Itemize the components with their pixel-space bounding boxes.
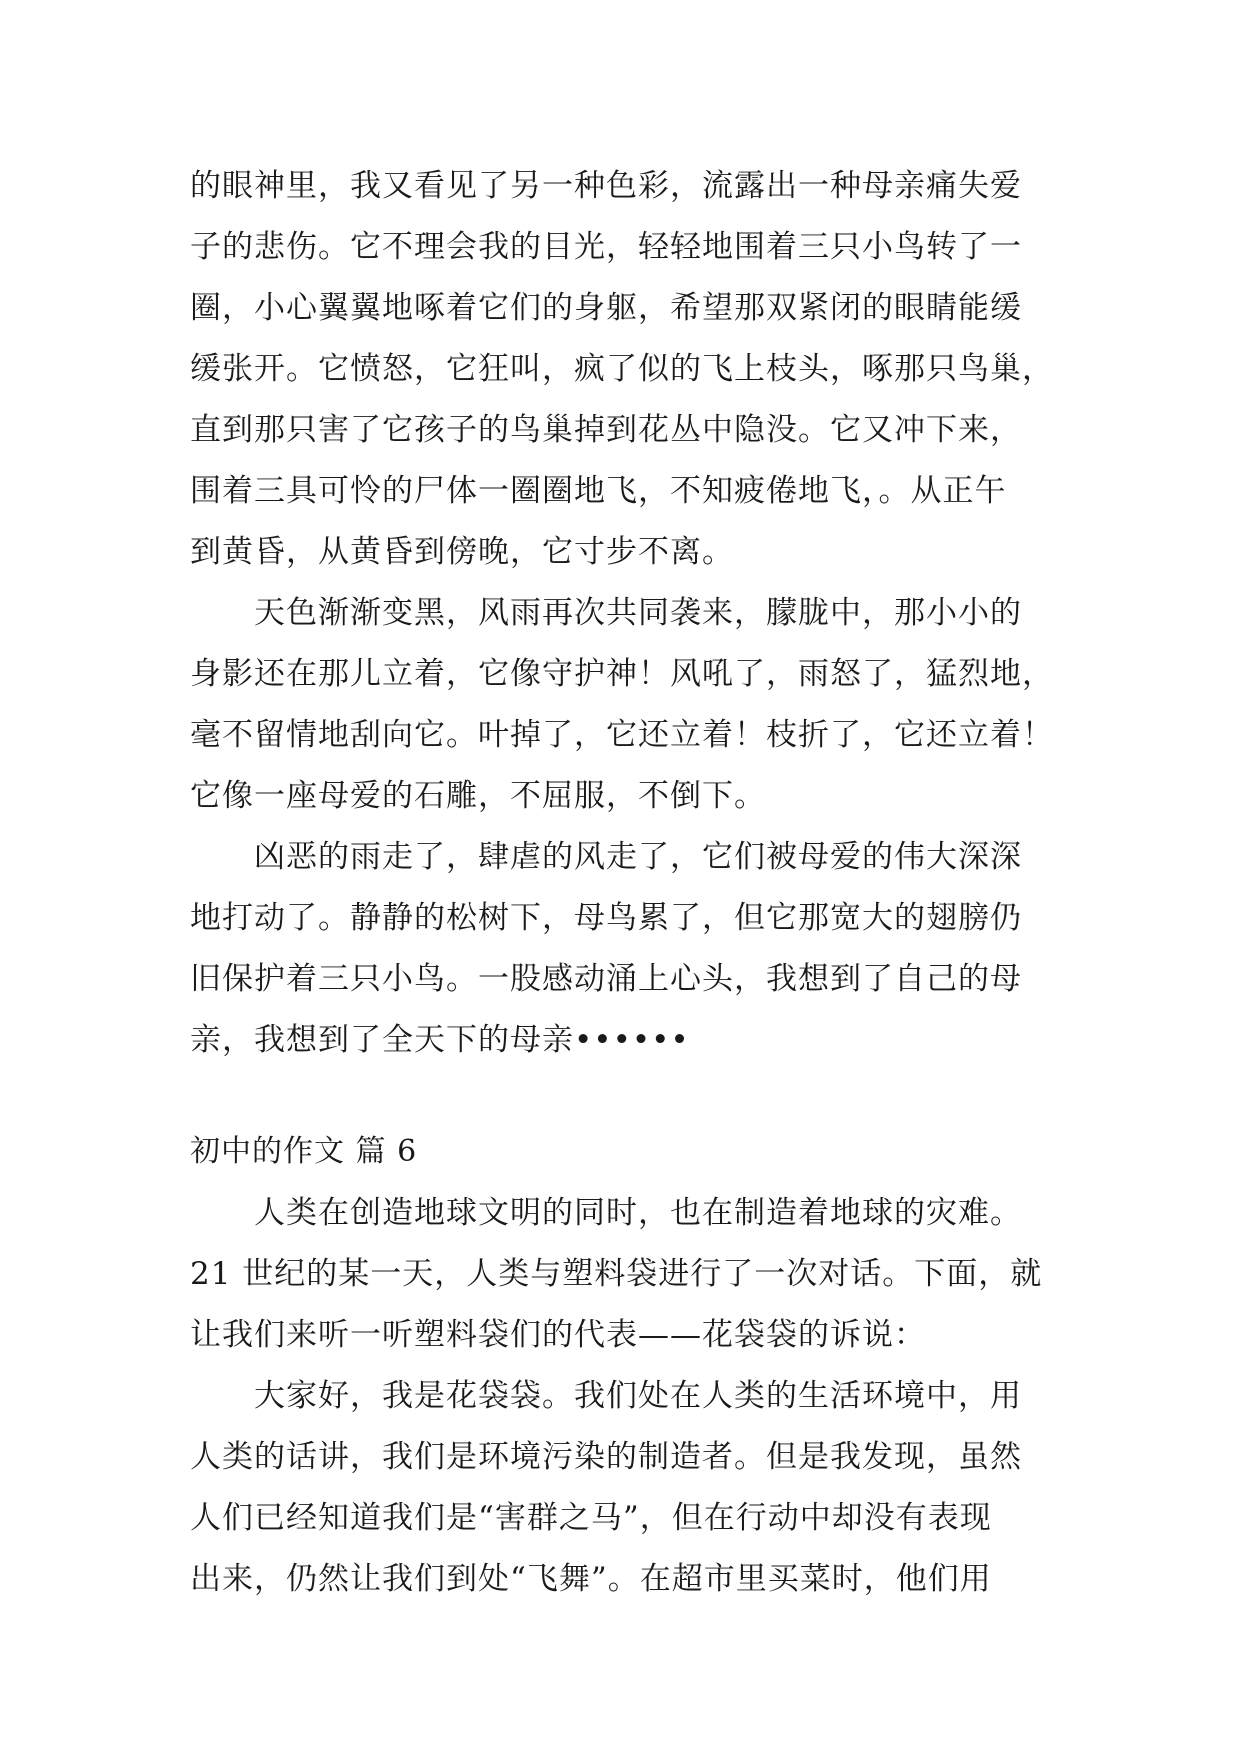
paragraph-line: 的眼神里，我又看见了另一种色彩，流露出一种母亲痛失爱 — [190, 168, 1022, 204]
paragraph-line: 天色渐渐变黑，风雨再次共同袭来，朦胧中，那小小的 — [190, 595, 1022, 631]
paragraph-line: 人类在创造地球文明的同时，也在制造着地球的灾难。 — [190, 1195, 1022, 1231]
paragraph-line: 圈，小心翼翼地啄着它们的身躯，希望那双紧闭的眼睛能缓 — [190, 290, 1022, 326]
paragraph-line: 21 世纪的某一天，人类与塑料袋进行了一次对话。下面，就 — [190, 1256, 1043, 1292]
paragraph-line: 人类的话讲，我们是环境污染的制造者。但是我发现，虽然 — [190, 1439, 1022, 1475]
paragraph-line: 出来，仍然让我们到处“飞舞”。在超市里买菜时，他们用 — [190, 1561, 992, 1597]
paragraph-line: 它像一座母爱的石雕，不屈服，不倒下。 — [190, 778, 766, 814]
paragraph-line: 地打动了。静静的松树下，母鸟累了，但它那宽大的翅膀仍 — [190, 900, 1022, 936]
section-heading: 初中的作文 篇 6 — [190, 1134, 418, 1169]
paragraph-line: 亲，我想到了全天下的母亲•••••• — [190, 1022, 690, 1058]
paragraph-line: 人们已经知道我们是“害群之马”，但在行动中却没有表现 — [190, 1500, 992, 1536]
paragraph-line: 身影还在那儿立着，它像守护神！风吼了，雨怒了，猛烈地， — [190, 656, 1054, 692]
paragraph-line: 直到那只害了它孩子的鸟巢掉到花丛中隐没。它又冲下来， — [190, 412, 1022, 448]
paragraph-line: 凶恶的雨走了，肆虐的风走了，它们被母爱的伟大深深 — [190, 839, 1022, 875]
paragraph-line: 围着三具可怜的尸体一圈圈地飞，不知疲倦地飞，。从正午 — [190, 473, 1007, 509]
paragraph-line: 子的悲伤。它不理会我的目光，轻轻地围着三只小鸟转了一 — [190, 229, 1022, 265]
paragraph-line: 到黄昏，从黄昏到傍晚，它寸步不离。 — [190, 534, 734, 570]
paragraph-line: 毫不留情地刮向它。叶掉了，它还立着！枝折了，它还立着！ — [190, 717, 1054, 753]
paragraph-line: 旧保护着三只小鸟。一股感动涌上心头，我想到了自己的母 — [190, 961, 1022, 997]
paragraph-line: 缓张开。它愤怒，它狂叫，疯了似的飞上枝头，啄那只鸟巢， — [190, 351, 1054, 387]
paragraph-line: 让我们来听一听塑料袋们的代表——花袋袋的诉说： — [190, 1317, 926, 1353]
paragraph-line: 大家好，我是花袋袋。我们处在人类的生活环境中，用 — [190, 1378, 1022, 1414]
